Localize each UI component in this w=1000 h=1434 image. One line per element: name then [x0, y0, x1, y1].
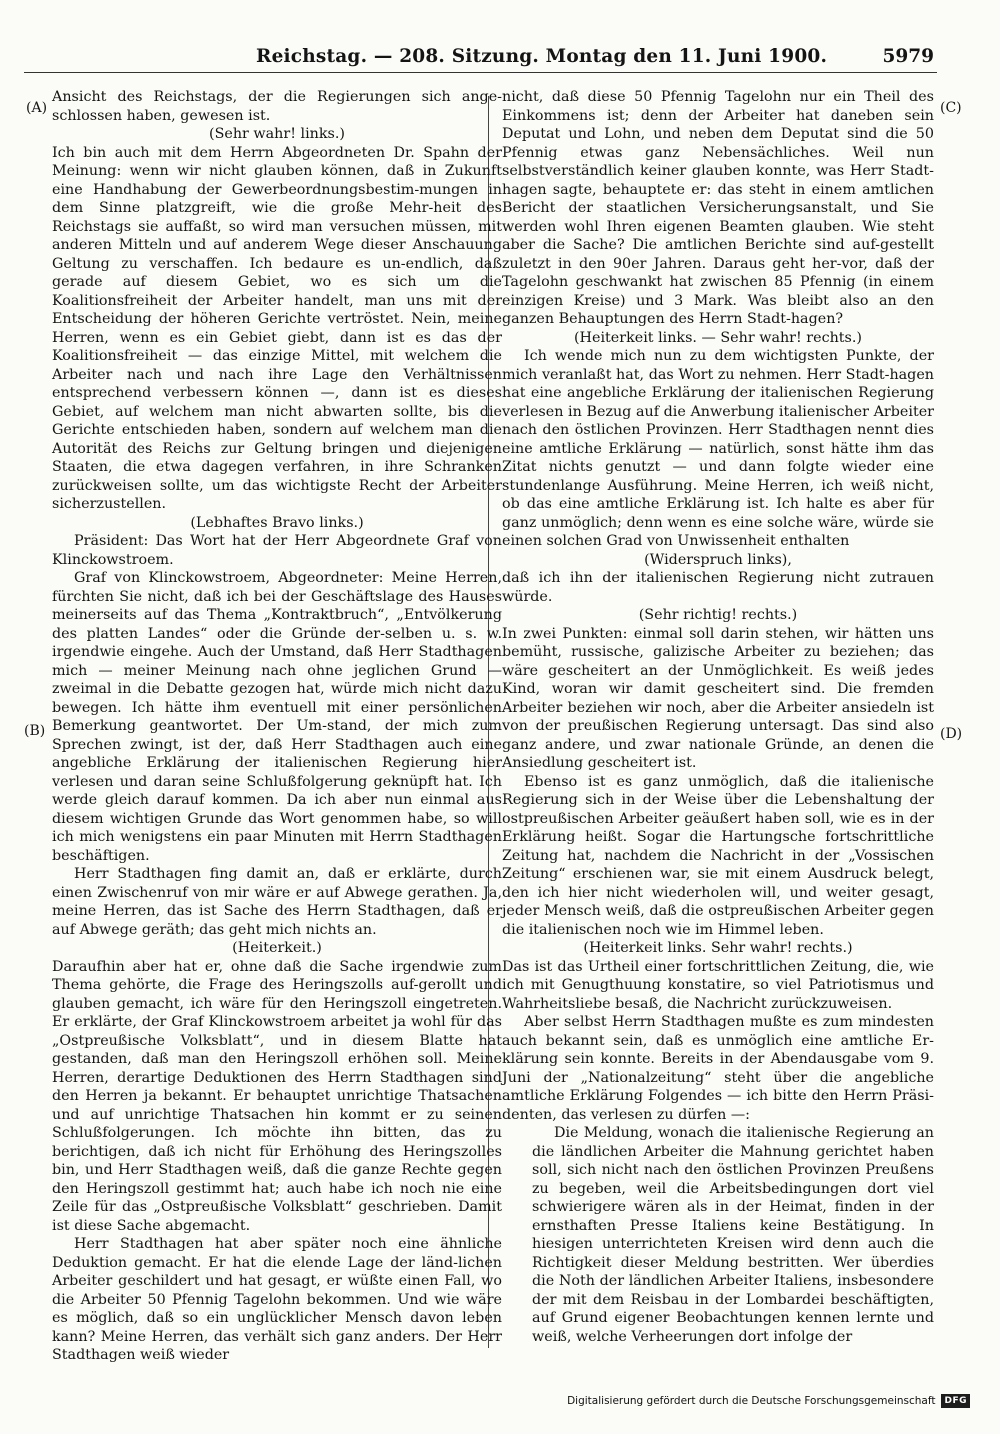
footer-text: Digitalisierung gefördert durch die Deutsche Forschungsgemeinschaft [567, 1395, 936, 1407]
interjection: (Widerspruch links), [644, 551, 792, 568]
margin-marker-c: (C) [940, 100, 962, 116]
paragraph: Herr Stadthagen hat aber später noch eine ähnliche Deduktion gemacht. Er hat die elende Lage der länd-lichen Arbeiter geschildert und hat gesagt, er wüßte einen Fall, wo die Arbeiter 50 Pfennig Tagelohn bekommen. Und wie wäre es möglich, daß so ein unglücklicher Mensch davon leben kann? Meine Herren, das verhält sich ganz anders. Der Herr Stadthagen weiß wieder [52, 1236, 502, 1363]
left-column [52, 88, 502, 1365]
dfg-logo: DFG [941, 1394, 970, 1408]
interjection: (Sehr wahr! links.) [209, 126, 345, 142]
paragraph: Das ist das Urtheil einer fortschrittlichen Zeitung, die, wie ich mit Genugthuung konstatire, so viel Patriotismus und Wahrheitsliebe besaß, die Nachricht zurückzuweisen. [502, 958, 934, 1012]
interjection: (Sehr richtig! rechts.) [638, 607, 798, 623]
paragraph: Ebenso ist es ganz unmöglich, daß die italienische Regierung sich in der Weise über die Lebenshaltung der ostpreußischen Arbeiter geäußert haben soll, wie es in der Erklärung heißt. Sogar die Hartungsche fortschrittliche Zeitung hat, nachdem die Nachricht in der „Vossischen Zeitung“ erschienen war, sie mit einem Ausdruck belegt, den ich hier nicht wiederholen will, und weiter gesagt, jeder Mensch weiß, daß die ostpreußischen Arbeiter gegen die italienischen noch wie im Himmel leben. [502, 773, 934, 938]
margin-marker-a: (A) [26, 100, 48, 116]
digitization-footer [567, 1394, 970, 1408]
paragraph: Ich wende mich nun zu dem wichtigsten Punkte, der mich veranlaßt hat, das Wort zu nehmen. Herr Stadt-hagen hat eine angebliche Erklärung der italienischen Regierung verlesen in Bezug auf die Anwerbung italienischer Arbeiter nach den östlichen Provinzen. Herr Stadthagen nennt dies eine amtliche Erklärung — natürlich, sonst hätte ihm das Zitat nichts genutzt — und dann folgte wieder eine stundenlange Ausführung. Meine Herren, ich weiß nicht, ob das eine amtliche Erklärung ist. Ich halte es aber für ganz unmöglich; denn wenn es eine solche wäre, würde sie einen solchen Grad von Unwissenheit enthalten [502, 348, 934, 549]
page-number: 5979 [882, 46, 934, 67]
right-column [502, 88, 934, 1346]
paragraph: Herr Stadthagen fing damit an, daß er erklärte, durch einen Zwischenruf von mir wäre er auf Abwege gerathen. Ja, meine Herren, das ist Sache des Herrn Stadthagen, daß er auf Abwege geräth; das geht mich nichts an. [52, 866, 502, 938]
block-quote: Die Meldung, wonach die italienische Regierung an die ländlichen Arbeiter die Mahnung gerichtet haben soll, sich nicht nach den östlichen Provinzen Preußens zu begeben, weil die Arbeitsbedingungen dort viel schwierigere wären als in der Heimat, finden in der ernsthaften Presse Italiens keine Bestätigung. In hiesigen unterrichteten Kreisen wird denn auch die Richtigkeit dieser Meldung bestritten. Wer überdies die Noth der ländlichen Arbeiter Italiens, insbesondere der mit dem Reisbau in der Lombardei beschäftigten, auf Grund eigener Beobachtungen kennen lernte und weiß, welche Verheerungen dort infolge der [532, 1125, 934, 1345]
running-head: Reichstag. — 208. Sitzung. Montag den 11. Juni 1900. [256, 46, 828, 67]
interjection: (Heiterkeit links. Sehr wahr! rechts.) [583, 940, 853, 956]
paragraph: nicht, daß diese 50 Pfennig Tagelohn nur ein Theil des Einkommens ist; denn der Arbeiter hat daneben sein Deputat und Lohn, und neben dem Deputat sind die 50 Pfennig etwas ganz Nebensächliches. Weil nun selbstverständlich keiner glauben konnte, was Herr Stadt-hagen sagte, behauptete er: das steht in einem amtlichen Bericht der staatlichen Versicherungsanstalt, und Sie werden wohl Ihren eigenen Beamten glauben. Wie steht aber die Sache? Die amtlichen Berichte sind auf-gestellt zuletzt in den 90er Jahren. Daraus geht her-vor, daß der Tagelohn geschwankt hat zwischen 85 Pfennig (in einem einzigen Kreise) und 3 Mark. Was bleibt also an den ganzen Behauptungen des Herrn Stadt-hagen? [502, 89, 934, 327]
page-header [84, 46, 934, 72]
paragraph: Ich bin auch mit dem Herrn Abgeordneten Dr. Spahn der Meinung: wenn wir nicht glauben können, daß in Zukunft eine Handhabung der Gewerbeordnungsbestim-mungen in dem Sinne platzgreift, wie die große Mehr-heit des Reichstags sie auffaßt, so wird man versuchen müssen, mit anderen Mitteln und auf anderem Wege dieser Anschauung Geltung zu verschaffen. Ich bedaure es un-endlich, daß gerade auf diesem Gebiet, wo es sich um die Koalitionsfreiheit der Arbeiter handelt, man uns mit der Entscheidung der höheren Gerichte vertröstet. Nein, meine Herren, wenn es ein Gebiet giebt, dann ist es das der Koalitionsfreiheit — das einzige Mittel, mit welchem die Arbeiter nach und nach ihre Lage den Verhältnissen entsprechend verbessern können —, dann ist es dieses Gebiet, auf welchem man nicht abwarten sollte, bis die Gerichte entschieden haben, sondern auf welchem man die Autorität des Reichs zur Geltung bringen und diejenigen Staaten, die etwa dagegen verfahren, in ihre Schranken zurückweisen sollte, um das wichtigste Recht der Arbeiter sicherzustellen. [52, 144, 502, 512]
paragraph: In zwei Punkten: einmal soll darin stehen, wir hätten uns bemüht, russische, galizische Arbeiter zu beziehen; das wäre gescheitert an der Unmöglichkeit. Es weiß jedes Kind, woran wir damit gescheitert sind. Die fremden Arbeiter beziehen wir noch, aber die Arbeiter ansiedeln ist von der preußischen Regierung untersagt. Das sind also ganz andere, und zwar nationale Gründe, an denen die Ansiedlung gescheitert ist. [502, 625, 934, 771]
paragraph: Ansicht des Reichstags, der die Regierungen sich ange-schlossen haben, gewesen ist. [52, 89, 502, 124]
paragraph-speaker: Graf von Klinckowstroem, Abgeordneter: Meine Herren, fürchten Sie nicht, daß ich bei der Geschäftslage des Hauses meinerseits auf das Thema „Kontraktbruch“, „Entvölkerung des platten Landes“ oder die Gründe der-selben u. s. w. irgendwie eingehe. Auch der Umstand, daß Herr Stadthagen mich — meiner Meinung nach ohne jeglichen Grund — zweimal in die Debatte gezogen hat, würde mich nicht dazu bewegen. Ich hätte ihm eventuell mit einer persönlichen Bemerkung geantwortet. Der Um-stand, der mich zum Sprechen zwingt, ist der, daß Herr Stadthagen auch eine angebliche Erklärung der italienischen Regierung hier verlesen und daran seine Schlußfolgerung geknüpft hat. Ich werde gleich darauf kommen. Da ich aber nun einmal aus diesem wichtigen Grunde das Wort genommen habe, so will ich mich wenigstens ein paar Minuten mit Herrn Stadthagen beschäftigen. [52, 570, 502, 864]
paragraph: daß ich ihn der italienischen Regierung nicht zutrauen würde. [502, 570, 934, 605]
margin-marker-d: (D) [940, 726, 963, 742]
paragraph: Daraufhin aber hat er, ohne daß die Sache irgendwie zum Thema gehörte, die Frage des Heringszolls auf-gerollt und glauben gemacht, ich wäre für den Heringszoll eingetreten. Er erklärte, der Graf Klinckowstroem arbeitet ja wohl für das „Ostpreußische Volksblatt“, und in diesem Blatte hat gestanden, daß man den Heringszoll erhöhen soll. Meine Herren, derartige Deduktionen des Herrn Stadthagen sind den Herren ja bekannt. Er behauptet unrichtige Thatsachen und auf unrichtige Thatsachen hin kommt er zu seinen Schlußfolgerungen. Ich möchte ihn bitten, das zu berichtigen, daß ich nicht für Erhöhung des Heringszolles bin, und Herr Stadthagen weiß, daß die ganze Rechte gegen den Heringszoll gestimmt hat; auch habe ich noch nie eine Zeile für das „Ostpreußische Volksblatt“ geschrieben. Damit ist diese Sache abgemacht. [52, 958, 502, 1234]
interjection: (Heiterkeit.) [232, 940, 322, 956]
paragraph-president: Präsident: Das Wort hat der Herr Abgeordnete Graf von Klinckowstroem. [52, 533, 502, 568]
paragraph: Aber selbst Herrn Stadthagen mußte es zum mindesten auch bekannt sein, daß es unmöglich eine amtliche Er-klärung sein konnte. Bereits in der Abendausgabe vom 9. Juni der „Nationalzeitung“ steht über die angebliche amtliche Erklärung Folgendes — ich bitte den Herrn Präsi-denten, das verlesen zu dürfen —: [502, 1014, 934, 1123]
header-rule [24, 72, 937, 73]
interjection: (Heiterkeit links. — Sehr wahr! rechts.) [573, 329, 863, 346]
margin-marker-b: (B) [24, 723, 46, 739]
interjection: (Lebhaftes Bravo links.) [190, 514, 364, 531]
